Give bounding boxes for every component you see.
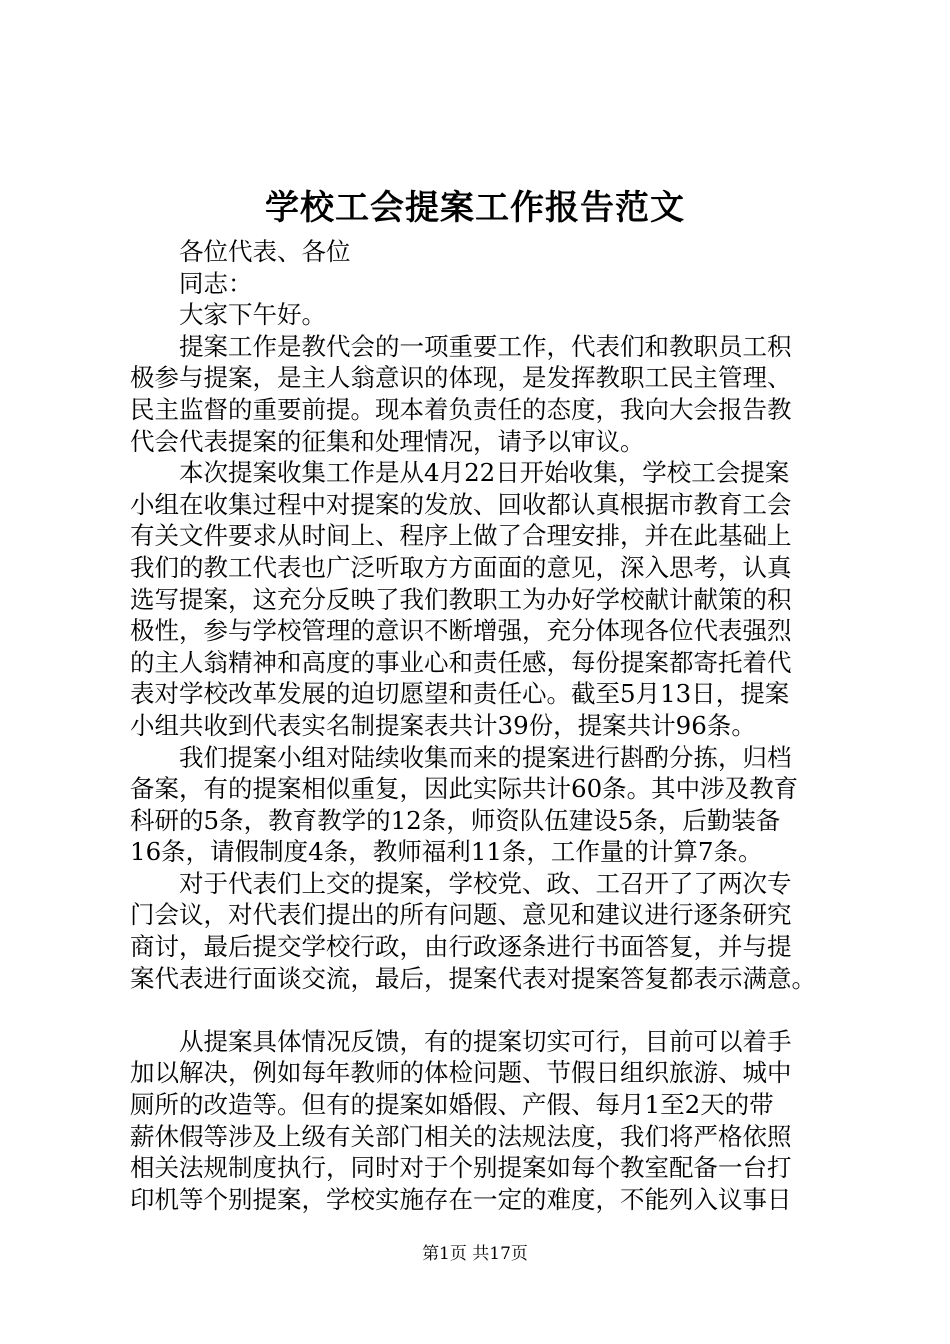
paragraph-line: 极参与提案，是主人翁意识的体现，是发挥教职工民主管理、 (130, 363, 792, 393)
paragraph-line: 厕所的改造等。但有的提案如婚假、产假、每月1至2天的带 (130, 1090, 774, 1120)
paragraph-line: 小组共收到代表实名制提案表共计39份，提案共计96条。 (130, 710, 756, 740)
paragraph-line: 提案工作是教代会的一项重要工作，代表们和教职员工积 (179, 331, 792, 361)
greeting-line: 大家下午好。 (179, 300, 326, 330)
paragraph-line: 选写提案，这充分反映了我们教职工为办好学校献计献策的积 (130, 584, 792, 614)
paragraph-line: 民主监督的重要前提。现本着负责任的态度，我向大会报告教 (130, 394, 792, 424)
document-body (130, 236, 842, 1215)
paragraph-spacer (130, 994, 842, 1026)
paragraph-line: 16条，请假制度4条，教师福利11条，工作量的计算7条。 (130, 837, 763, 867)
paragraph-line: 有关文件要求从时间上、程序上做了合理安排，并在此基础上 (130, 521, 792, 551)
paragraph-line: 极性，参与学校管理的意识不断增强，充分体现各位代表强烈 (130, 616, 792, 646)
paragraph-line: 印机等个别提案，学校实施存在一定的难度，不能列入议事日 (130, 1184, 792, 1214)
paragraph-line: 相关法规制度执行，同时对于个别提案如每个教室配备一台打 (130, 1153, 792, 1183)
paragraph-line: 的主人翁精神和高度的事业心和责任感，每份提案都寄托着代 (130, 647, 792, 677)
paragraph-line: 表对学校改革发展的迫切愿望和责任心。截至5月13日，提案 (130, 679, 790, 709)
paragraph-line: 科研的5条，教育教学的12条，师资队伍建设5条，后勤装备 (130, 805, 781, 835)
paragraph-line: 小组在收集过程中对提案的发放、回收都认真根据市教育工会 (130, 489, 792, 519)
page-number-footer: 第1页 共17页 (422, 1244, 528, 1264)
document-title: 学校工会提案工作报告范文 (265, 188, 685, 228)
paragraph-line: 我们的教工代表也广泛听取方方面面的意见，深入思考，认真 (130, 552, 792, 582)
paragraph-line: 备案，有的提案相似重复，因此实际共计60条。其中涉及教育 (130, 774, 799, 804)
paragraph-line: 加以解决，例如每年教师的体检问题、节假日组织旅游、城中 (130, 1058, 792, 1088)
paragraph-line: 本次提案收集工作是从4月22日开始收集，学校工会提案 (179, 458, 790, 488)
salutation-line: 同志： (179, 268, 253, 298)
paragraph-line: 代会代表提案的征集和处理情况，请予以审议。 (130, 426, 645, 456)
paragraph-line: 门会议，对代表们提出的所有问题、意见和建议进行逐条研究 (130, 900, 792, 930)
paragraph-line: 我们提案小组对陆续收集而来的提案进行斟酌分拣，归档 (179, 742, 792, 772)
salutation-line: 各位代表、各位 (179, 237, 351, 266)
paragraph-line: 薪休假等涉及上级有关部门相关的法规法度，我们将严格依照 (130, 1121, 792, 1151)
paragraph-line: 从提案具体情况反馈，有的提案切实可行，目前可以着手 (179, 1026, 792, 1056)
paragraph-line: 对于代表们上交的提案，学校党、政、工召开了了两次专 (179, 868, 792, 898)
paragraph-line: 商讨，最后提交学校行政，由行政逐条进行书面答复，并与提 (130, 932, 792, 962)
paragraph-line: 案代表进行面谈交流，最后，提案代表对提案答复都表示满意。 (130, 963, 816, 993)
